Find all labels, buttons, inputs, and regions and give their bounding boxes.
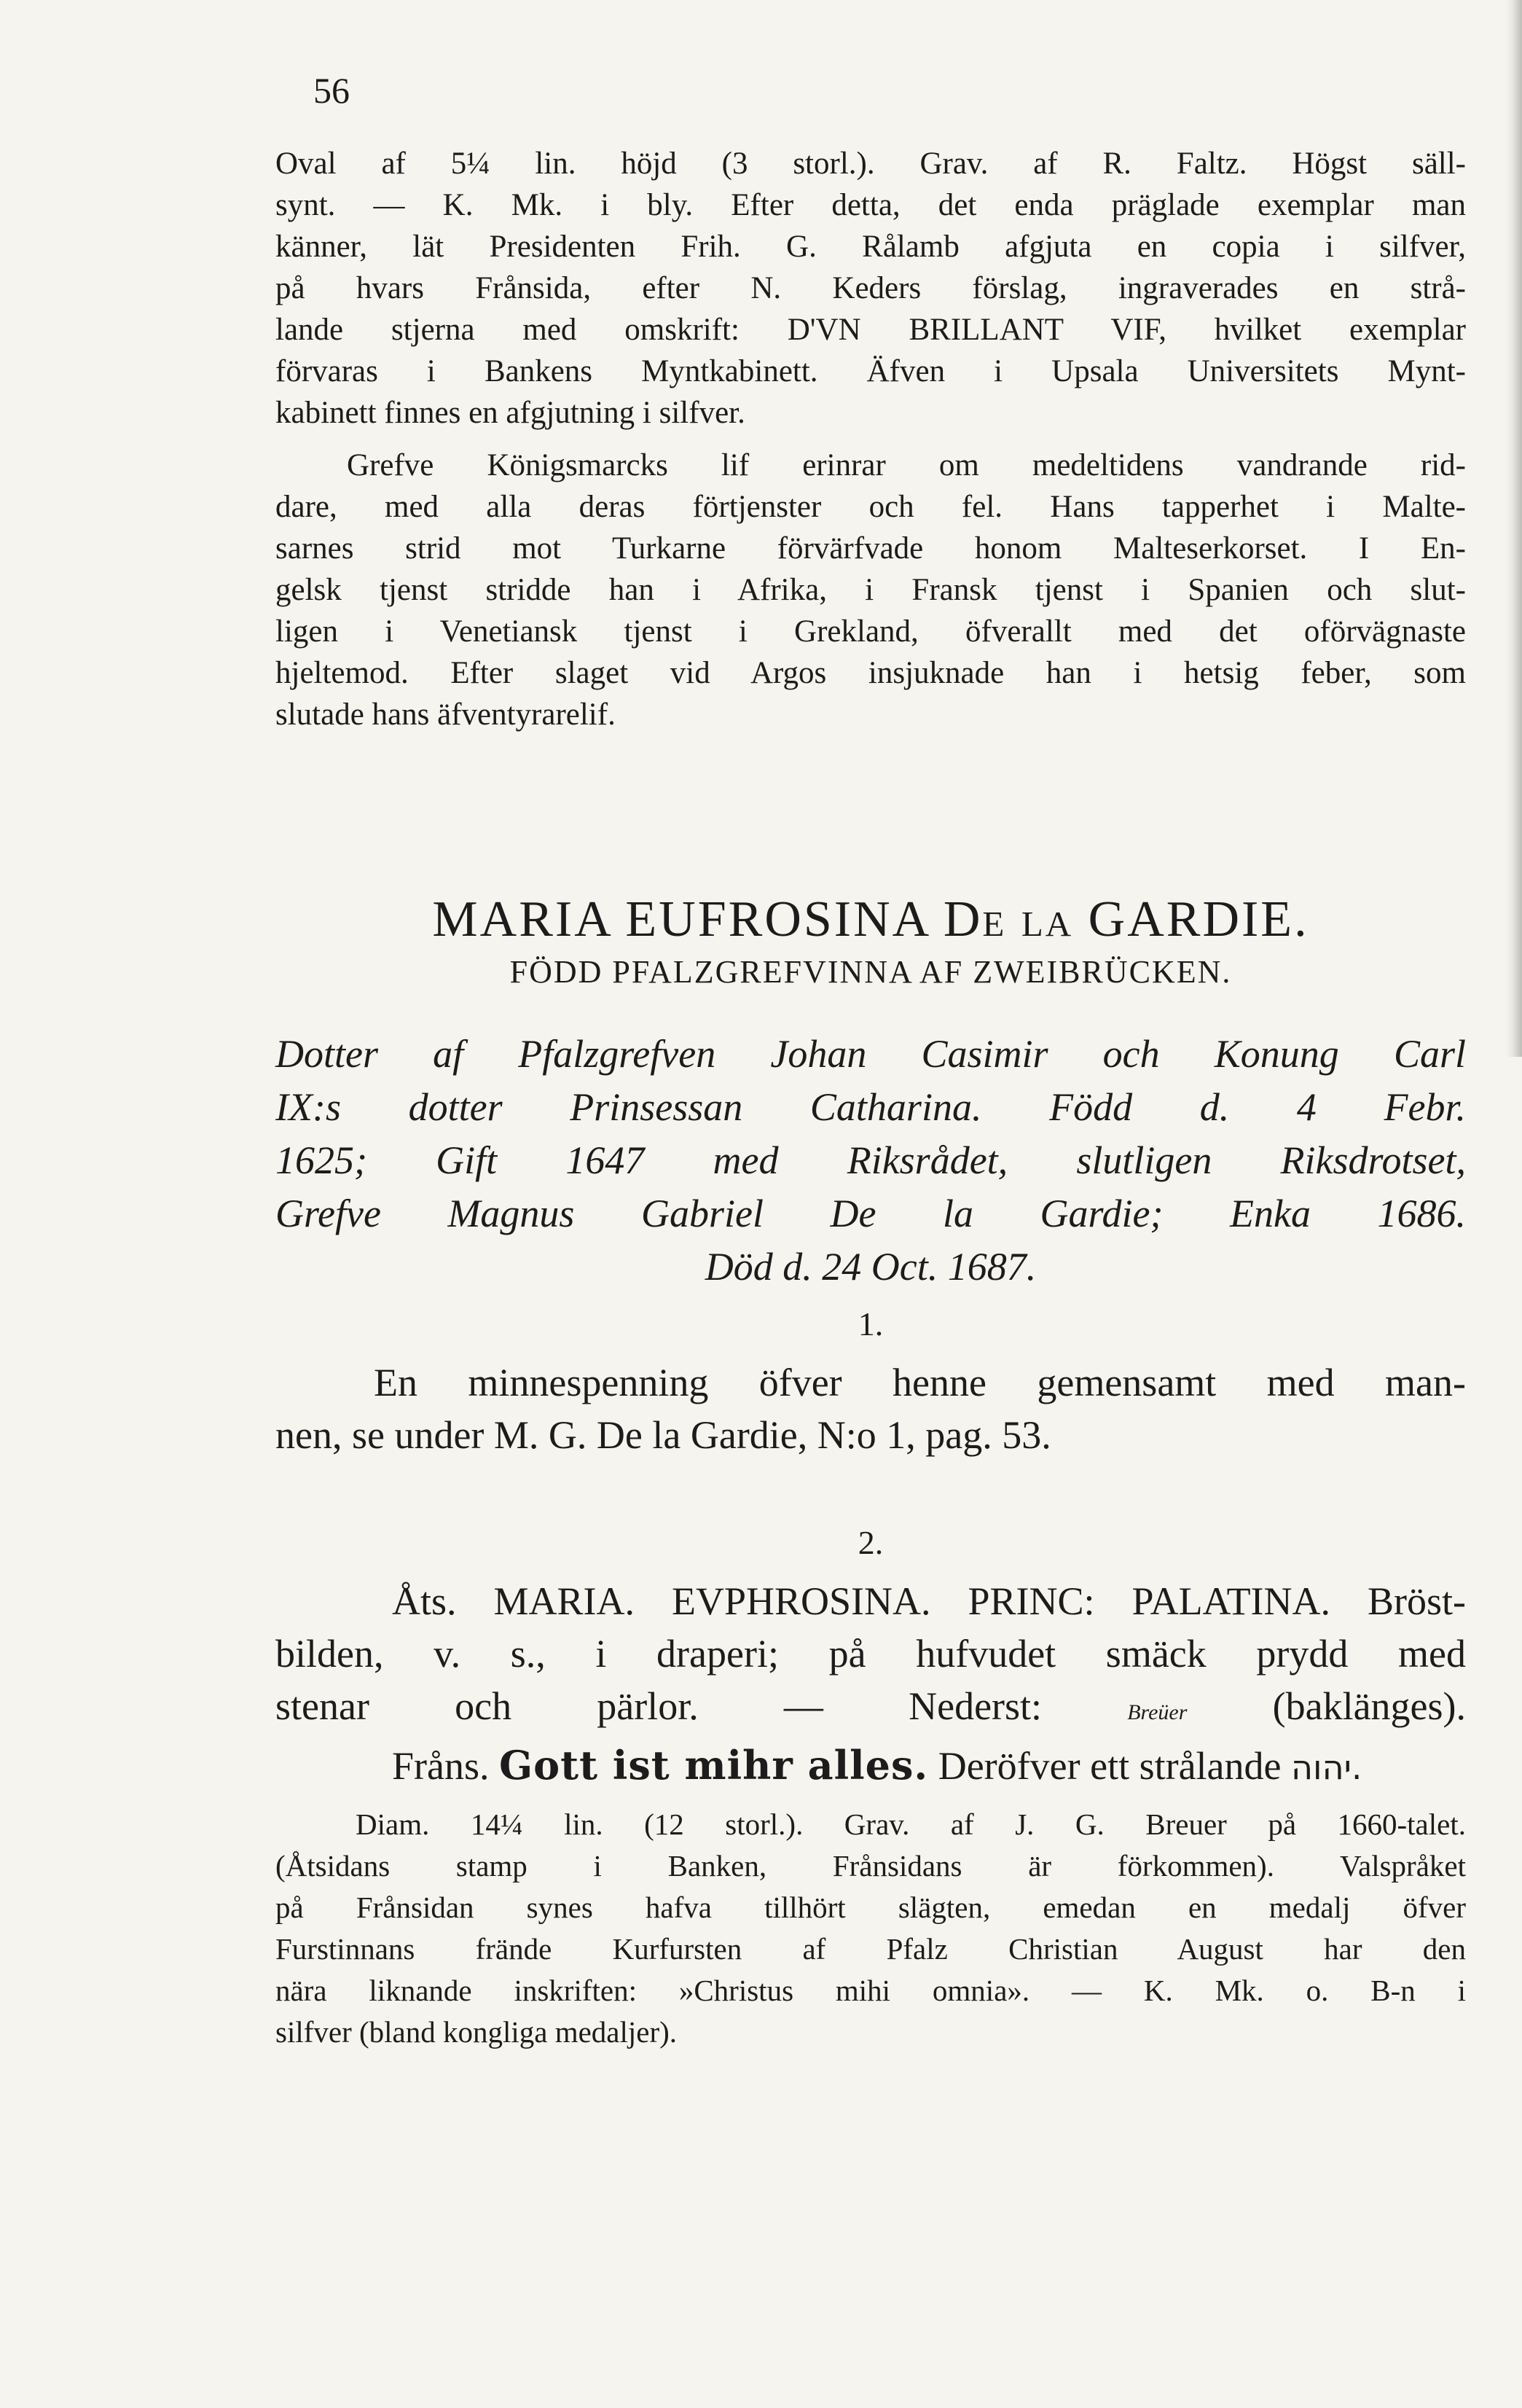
text-line: IX:s dotter Prinsessan Catharina. Född d. 4 Febr.: [275, 1085, 1466, 1129]
biography-paragraph: [275, 445, 1466, 735]
text-line: Grefve Magnus Gabriel De la Gardie; Enka 1686.: [275, 1192, 1466, 1235]
section-title: MARIA EUFROSINA De la GARDIE.: [432, 891, 1309, 947]
text-segment: Deröfver ett strålande: [928, 1744, 1291, 1788]
text-line: dare, med alla deras förtjenster och fel. Hans tapperhet i Malte-: [275, 490, 1466, 524]
text-line: sarnes strid mot Turkarne förvärfvade honom Malteserkorset. I En-: [275, 531, 1466, 566]
text-segment: stenar och pärlor. — Nederst:: [275, 1684, 1128, 1728]
text-line: förvaras i Bankens Myntkabinett. Äfven i Upsala Universitets Mynt-: [275, 354, 1466, 388]
text-line: känner, lät Presidenten Frih. G. Rålamb afgjuta en copia i silfver,: [275, 230, 1466, 264]
text-line: gelsk tjenst stridde han i Afrika, i Fransk tjenst i Spanien och slut-: [275, 573, 1466, 607]
text-line: kabinett finnes en afgjutning i silfver.: [275, 396, 745, 430]
intro-text: [275, 143, 1466, 434]
page-edge-shadow: [1506, 0, 1522, 1057]
biography-text: [275, 445, 1466, 735]
entry-number: 1.: [858, 1305, 884, 1342]
section-heading: [275, 891, 1466, 990]
text-line: slutade hans äfventyrarelif.: [275, 697, 616, 732]
text-line: på hvars Frånsida, efter N. Keders förslag, ingraverades en strå-: [275, 271, 1466, 305]
text-line: silfver (bland kongliga medaljer).: [275, 2015, 678, 2049]
text-line: [275, 1680, 1466, 1739]
entry-number: 2.: [858, 1524, 884, 1561]
text-line: Dotter af Pfalzgrefven Johan Casimir och Konung Carl: [275, 1032, 1466, 1076]
section-description: [275, 1028, 1466, 1294]
tetragrammaton-symbol: יהוה.: [1290, 1748, 1362, 1787]
reverse-line: [275, 1739, 1466, 1794]
text-line: hjeltemod. Efter slaget vid Argos insjuknade han i hetsig feber, som: [275, 656, 1466, 690]
page-number: 56: [313, 70, 350, 111]
reverse-motto: Gott ist mihr alles.: [499, 1742, 929, 1789]
text-line: Oval af 5¼ lin. höjd (3 storl.). Grav. af R. Faltz. Högst säll-: [275, 146, 1466, 181]
entry-1: [275, 1305, 1466, 1461]
text-line: Diam. 14¼ lin. (12 storl.). Grav. af J. G. Breuer på 1660-talet.: [356, 1807, 1466, 1841]
text-line: på Frånsidan synes hafva tillhört slägten, emedan en medalj öfver: [275, 1891, 1466, 1924]
obverse-description: [275, 1575, 1466, 1794]
reverse-label: Fråns.: [392, 1744, 499, 1788]
text-line: bilden, v. s., i draperi; på hufvudet smäck prydd med: [275, 1632, 1466, 1676]
description-text: [275, 1028, 1466, 1294]
text-line: synt. — K. Mk. i bly. Efter detta, det enda präglade exemplar man: [275, 188, 1466, 222]
entry-2: [275, 1523, 1466, 2053]
text-line: (Åtsidans stamp i Banken, Frånsidans är förkommen). Valspråket: [275, 1849, 1466, 1883]
text-line: Åts. MARIA. EVPHROSINA. PRINC: PALATINA. Bröst-: [392, 1579, 1466, 1623]
engraver-signature: Breüer: [1127, 1700, 1188, 1724]
text-line: ligen i Venetiansk tjenst i Grekland, öfverallt med det oförvägnaste: [275, 614, 1466, 649]
text-line: En minnespenning öfver henne gemensamt med man-: [374, 1361, 1466, 1404]
intro-paragraph: [275, 143, 1466, 434]
section-subtitle: FÖDD PFALZGREFVINNA AF ZWEIBRÜCKEN.: [509, 954, 1232, 990]
text-line: 1625; Gift 1647 med Riksrådet, slutligen Riksdrotset,: [275, 1138, 1466, 1182]
entry-text: [275, 1356, 1466, 1461]
medal-details: [275, 1804, 1466, 2053]
text-line: Furstinnans frände Kurfursten af Pfalz Christian August har den: [275, 1932, 1466, 1966]
text-line: lande stjerna med omskrift: D'VN BRILLANT VIF, hvilket exemplar: [275, 313, 1466, 347]
text-line: nen, se under M. G. De la Gardie, N:o 1, pag. 53.: [275, 1413, 1051, 1457]
text-line: nära liknande inskriften: »Christus mihi omnia». — K. Mk. o. B-n i: [275, 1974, 1466, 2007]
text-segment: (baklänges).: [1187, 1684, 1467, 1728]
text-line: Grefve Königsmarcks lif erinrar om medeltidens vandrande rid-: [347, 448, 1466, 482]
text-line: Död d. 24 Oct. 1687.: [705, 1245, 1037, 1289]
